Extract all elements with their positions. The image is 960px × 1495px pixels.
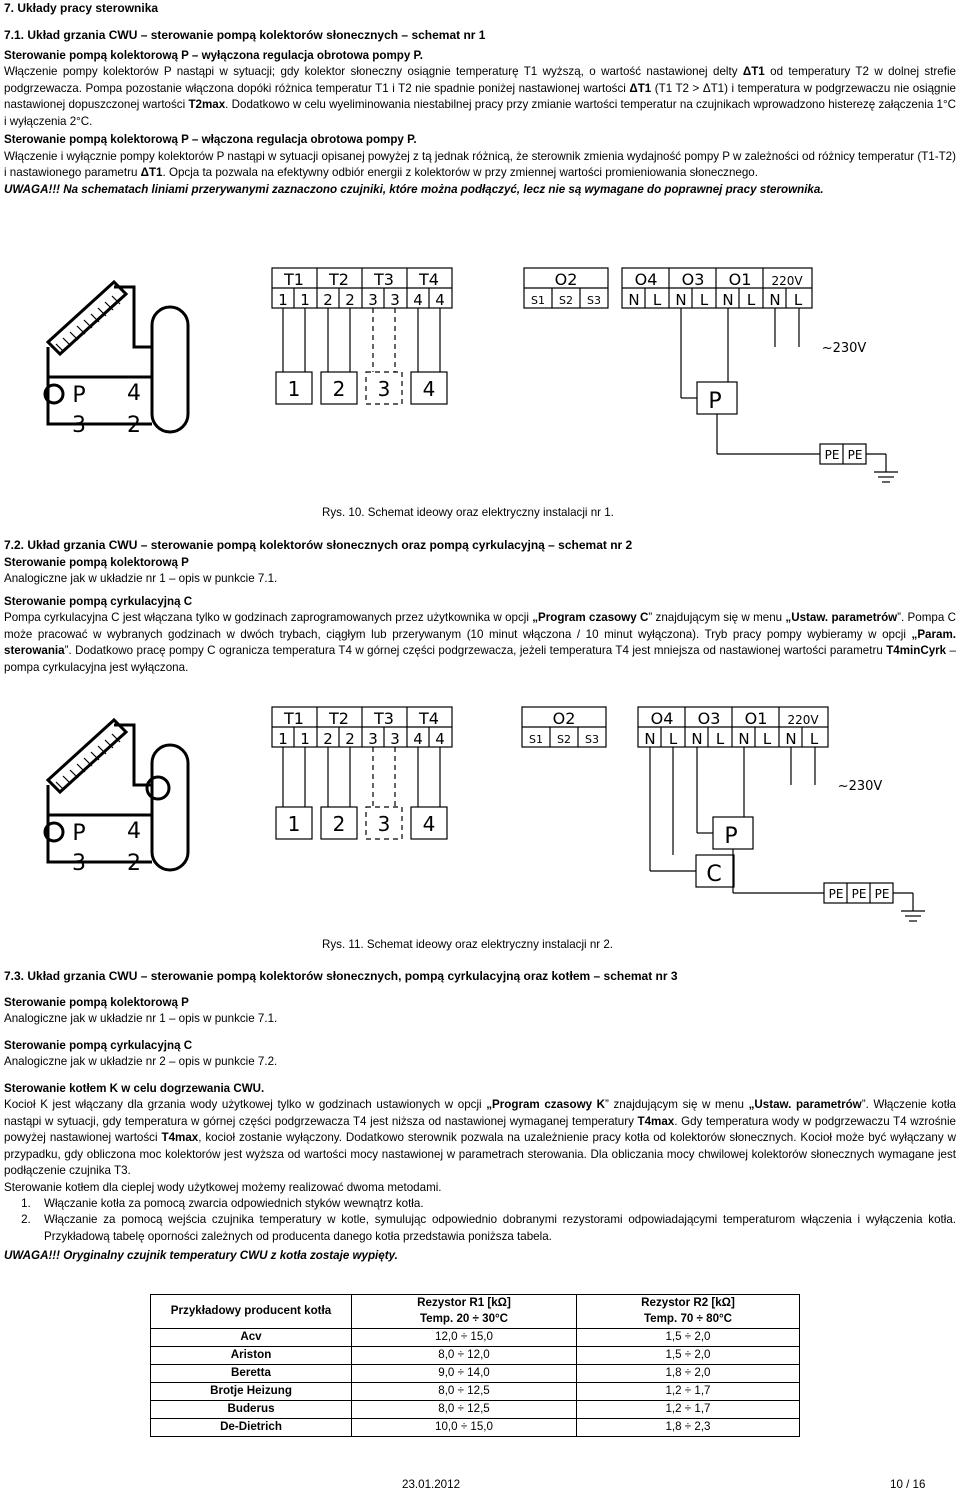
sensor-label: 2 — [332, 812, 346, 836]
terminal-pin: 1 — [300, 291, 310, 309]
pe-label: PE — [851, 887, 867, 901]
terminal-label: T1 — [284, 270, 304, 289]
paragraph: Pompa cyrkulacyjna C jest włączana tylko w godzinach zaprogramowanych przez użytkownika w opcji „Program czasowy C” znajdującym się w menu „Ustaw. parametrów”. Pompa C może pracować w wybranych godzinach w dwóch trybach, ciągłym lub przerywanym (10 minut włączona / 10 minut wyłączona). Tryb pracy pompy wybieramy w opcji „Param. sterowania”. Dodatkowo pracę pompy C ogranicza temperatura T4 w górnej części podgrzewacza, jeżeli temperatura T4 jest mniejsza od nastawionej wartości parametru T4minCyrk – pompa cyrkulacyjna jest wyłączona. — [4, 611, 956, 674]
solar-collector-icon — [48, 282, 126, 354]
pump-c-icon — [147, 777, 169, 799]
list-item: 1. Włączanie kotła za pomocą zwarcia odpowiednich styków wewnątrz kotła. — [34, 1196, 956, 1212]
section-heading: 7.2. Układ grzania CWU – sterowanie pompą kolektorów słonecznych oraz pompą cyrkulacyjną – schemat nr 2 — [4, 538, 633, 552]
terminal-label: 220V — [771, 274, 803, 288]
terminal-pin: N — [722, 291, 734, 309]
collector-hatch — [70, 332, 78, 340]
table-row: Beretta 9,0 ÷ 14,0 1,8 ÷ 2,0 — [151, 1364, 800, 1382]
terminal-pin: L — [762, 730, 772, 748]
paragraph: Włączenie pompy kolektorów P nastąpi w sytuacji; gdy kolektor słoneczny osiągnie temperaturę T1 wyższą, o wartość nastawionej delty ΔT1 od temperatury T2 w dolnej strefie podgrzewacza. Pompa pozostanie włączona dopóki różnica temperatur T1 i T2 nie spadnie poniżej nastawionej wartości ΔT1 (T1 T2 > ΔT1) i temperatura w podgrzewaczu nie osiągnie nastawionej dopuszczonej wartości T2max. Dodatkowo w celu wyeliminowania niestabilnej pracy przy zmianie wartości temperatur na czujnikach wprowadzono histerezę załączenia 1°C i wyłączenia 2°C. — [4, 65, 957, 128]
sensor-label: 4 — [422, 377, 436, 401]
terminal-pin: N — [644, 730, 656, 748]
terminal-pin: L — [715, 730, 725, 748]
terminal-label: O2 — [552, 709, 576, 728]
terminal-label: T2 — [329, 270, 349, 289]
subheading: Sterowanie pompą kolektorową P — [4, 556, 189, 570]
terminal-label: O3 — [681, 270, 705, 289]
sensor-label: 3 — [377, 812, 391, 836]
pipe — [114, 725, 152, 785]
terminal-pin: N — [628, 291, 640, 309]
terminal-pin: S1 — [529, 733, 543, 746]
subheading: Sterowanie kotłem K w celu dogrzewania CWU. — [4, 1081, 265, 1095]
subheading: Sterowanie pompą kolektorową P – włączona regulacja obrotowa pompy P. — [4, 133, 417, 147]
table-row: Acv 12,0 ÷ 15,0 1,5 ÷ 2,0 — [151, 1328, 800, 1346]
section-heading: 7.1. Układ grzania CWU – sterowanie pompą kolektorów słonecznych – schemat nr 1 — [4, 28, 486, 42]
storage-tank-icon — [152, 307, 188, 432]
mains-label: ~230V — [837, 779, 883, 794]
terminal-pin: 4 — [435, 291, 445, 309]
resistor-table — [150, 1294, 800, 1437]
terminal-pin: N — [738, 730, 750, 748]
sensor-3-label: 3 — [72, 413, 86, 438]
terminal-label: T4 — [419, 270, 439, 289]
collector-hatch — [63, 338, 71, 346]
footer-page: 10 / 16 — [890, 1478, 926, 1491]
terminal-pin: L — [668, 730, 678, 748]
sensor-label: 1 — [287, 812, 301, 836]
terminal-label: O4 — [650, 709, 674, 728]
terminal-pin: N — [769, 291, 781, 309]
terminal-pin: 2 — [323, 730, 333, 748]
section-7-2 — [4, 537, 956, 676]
table-row: Buderus 8,0 ÷ 12,5 1,2 ÷ 1,7 — [151, 1400, 800, 1418]
terminal-label: T4 — [419, 709, 439, 728]
subheading: Sterowanie pompą kolektorową P — [4, 996, 189, 1010]
sensor-label: 2 — [332, 377, 346, 401]
terminal-pin: 1 — [278, 730, 288, 748]
terminal-pin: L — [699, 291, 709, 309]
header-r2: Rezystor R2 [kΩ] — [577, 1295, 800, 1312]
terminal-label: 220V — [787, 713, 819, 727]
figure-caption: Rys. 11. Schemat ideowy oraz elektryczny instalacji nr 2. — [322, 938, 614, 951]
sensor-2-label: 2 — [127, 851, 141, 876]
pe-label: PE — [824, 448, 840, 462]
sensor-4-label: 4 — [127, 381, 141, 406]
subheading: Sterowanie pompą cyrkulacyjną C — [4, 594, 193, 608]
terminal-pin: N — [691, 730, 703, 748]
mains-label: ~230V — [821, 341, 867, 356]
pump-p-label: P — [72, 821, 86, 846]
terminal-pin: S2 — [557, 733, 571, 746]
sensor-3-label: 3 — [72, 851, 86, 876]
sensor-2-label: 2 — [127, 413, 141, 438]
terminal-pin: 3 — [368, 291, 378, 309]
collector-hatch — [63, 776, 71, 784]
pump-c-label: C — [706, 862, 722, 887]
terminal-pin: 4 — [435, 730, 445, 748]
section-7-3 — [4, 968, 956, 1265]
paragraph: Analogiczne jak w układzie nr 2 – opis w punkcie 7.2. — [4, 1055, 278, 1069]
terminal-pin: S3 — [585, 733, 599, 746]
pipe — [114, 287, 152, 347]
terminal-pin: 3 — [390, 291, 400, 309]
subheading: Sterowanie pompą cyrkulacyjną C — [4, 1038, 193, 1052]
header-producer: Przykładowy producent kotła — [151, 1295, 352, 1329]
collector-hatch — [70, 770, 78, 778]
terminal-label: T3 — [374, 709, 394, 728]
terminal-pin: 2 — [323, 291, 333, 309]
table-row: Ariston 8,0 ÷ 12,0 1,5 ÷ 2,0 — [151, 1346, 800, 1364]
terminal-pin: 3 — [368, 730, 378, 748]
terminal-pin: L — [809, 730, 819, 748]
terminal-pin: S2 — [559, 294, 573, 307]
table-row: Brotje Heizung 8,0 ÷ 12,5 1,2 ÷ 1,7 — [151, 1382, 800, 1400]
storage-tank-icon — [152, 745, 188, 870]
sensor-label: 3 — [377, 377, 391, 401]
terminal-pin: 4 — [413, 730, 423, 748]
terminal-label: O4 — [634, 270, 658, 289]
collector-hatch — [77, 764, 85, 772]
pump-p-label: P — [72, 383, 86, 408]
sensor-label: 1 — [287, 377, 301, 401]
terminal-pin: 1 — [278, 291, 288, 309]
header-r2-temp: Temp. 70 ÷ 80°C — [577, 1311, 800, 1328]
terminal-label: O3 — [697, 709, 721, 728]
method-list — [4, 1196, 956, 1245]
terminal-pin: L — [793, 291, 803, 309]
terminal-pin: N — [785, 730, 797, 748]
terminal-pin: 2 — [345, 730, 355, 748]
terminal-pin: 3 — [390, 730, 400, 748]
wiring-diagram-1 — [34, 262, 934, 507]
terminal-pin: 2 — [345, 291, 355, 309]
terminal-label: O1 — [744, 709, 768, 728]
terminal-label: T1 — [284, 709, 304, 728]
pe-label: PE — [874, 887, 890, 901]
chapter-heading: 7. Układy pracy sterownika — [4, 1, 159, 15]
warning-note: UWAGA!!! Oryginalny czujnik temperatury CWU z kotła zostaje wypięty. — [4, 1249, 398, 1263]
section-heading: 7.3. Układ grzania CWU – sterowanie pompą kolektorów słonecznych, pompą cyrkulacyjną oraz kotłem – schemat nr 3 — [4, 969, 678, 983]
subheading: Sterowanie pompą kolektorową P – wyłączona regulacja obrotowa pompy P. — [4, 49, 423, 63]
paragraph: Kocioł K jest włączany dla grzania wody użytkowej tylko w godzinach ustawionych w opcji „Program czasowy K” znajdującym się w menu „Ustaw. parametrów”. Włączenie kotła nastąpi w sytuacji, gdy temperatura w górnej części podgrzewacza T4 jest niższa od nastawionej wymaganej temperatury T4max. Gdy temperatura wody w podgrzewaczu T4 wzrośnie powyżej nastawionej wartości T4max, kocioł zostanie wyłączony. Dodatkowo sterownik pozwala na uzależnienie pracy kotła od kolektorów słonecznych. Kocioł może być wyłączany w przypadku, gdy obliczona moc kolektorów jest wyższa od wartości mocy nastawionej w parametrach sterowania. Dla obliczania mocy chwilowej kolektorów słonecznych wymagane jest podłączenie czujnika T3. — [4, 1098, 956, 1178]
terminal-pin: S1 — [531, 294, 545, 307]
section-7-1 — [4, 27, 956, 198]
pe-label: PE — [847, 448, 863, 462]
terminal-pin: N — [675, 291, 687, 309]
pump-p-label: P — [708, 389, 722, 414]
sensor-label: 4 — [422, 812, 436, 836]
footer-date: 23.01.2012 — [402, 1478, 461, 1491]
solar-collector-icon — [48, 720, 126, 792]
list-item: 2. Włączanie za pomocą wejścia czujnika temperatury w kotle, symulując odpowiednio dobranymi rezystorami odpowiadającymi temperaturom włączenia i wyłączenia kotła. Przykładową tabelę oporności zależnych od producenta danego kotła przedstawia poniższa tabela. — [34, 1212, 956, 1245]
paragraph: Sterowanie kotłem dla cieplej wody użytkowej możemy realizować dwoma metodami. — [4, 1180, 442, 1194]
terminal-label: O1 — [728, 270, 752, 289]
terminal-label: T2 — [329, 709, 349, 728]
terminal-pin: L — [652, 291, 662, 309]
warning-note: UWAGA!!! Na schematach liniami przerywanymi zaznaczono czujniki, które można podłączyć, lecz nie są wymagane do poprawnej pracy sterownika. — [4, 182, 824, 196]
header-r1: Rezystor R1 [kΩ] — [352, 1295, 577, 1312]
sensor-4-label: 4 — [127, 819, 141, 844]
header-r1-temp: Temp. 20 ÷ 30°C — [352, 1311, 577, 1328]
paragraph: Analogiczne jak w układzie nr 1 – opis w punkcie 7.1. — [4, 572, 278, 586]
figure-caption: Rys. 10. Schemat ideowy oraz elektryczny instalacji nr 1. — [322, 506, 614, 519]
pump-p-label: P — [724, 824, 738, 849]
terminal-pin: L — [746, 291, 756, 309]
wiring-diagram-2 — [34, 705, 934, 935]
terminal-pin: 4 — [413, 291, 423, 309]
pe-label: PE — [828, 887, 844, 901]
collector-hatch — [77, 326, 85, 334]
terminal-pin: S3 — [587, 294, 601, 307]
table-row: De-Dietrich 10,0 ÷ 15,0 1,8 ÷ 2,3 — [151, 1418, 800, 1436]
terminal-label: O2 — [554, 270, 578, 289]
terminal-pin: 1 — [300, 730, 310, 748]
terminal-label: T3 — [374, 270, 394, 289]
paragraph: Włączenie i wyłącznie pompy kolektorów P nastąpi w sytuacji opisanej powyżej z tą jednak różnicą, że sterownik zmienia wydajność pompy P w zależności od różnicy temperatur (T1-T2) i nastawionego parametru ΔT1. Opcja ta pozwala na efektywny odbiór energii z kolektorów w przy zmiennej wartości promieniowania słonecznego. — [4, 149, 956, 180]
paragraph: Analogiczne jak w układzie nr 1 – opis w punkcie 7.1. — [4, 1012, 278, 1026]
